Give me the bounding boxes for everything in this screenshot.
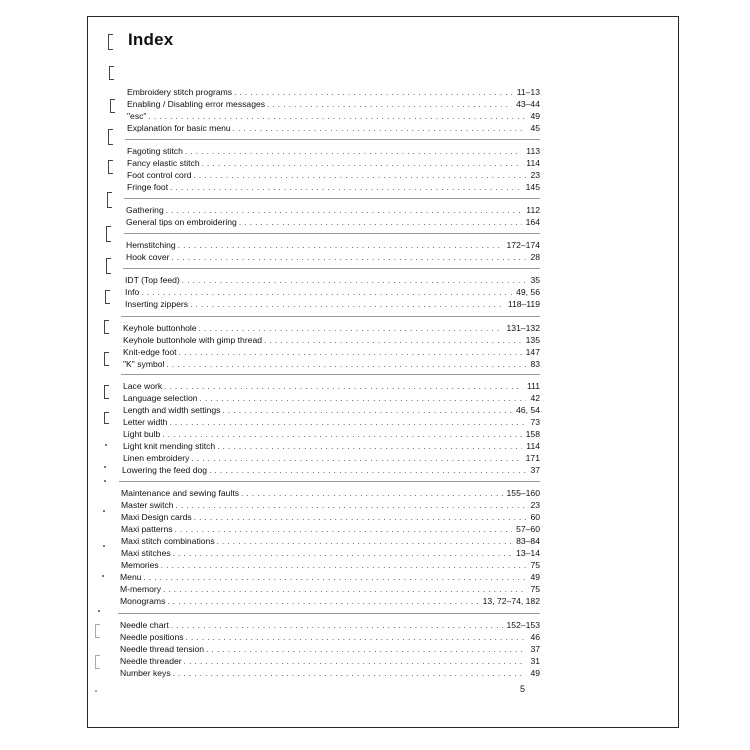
index-entry-page: 164 [525,217,540,227]
index-entry-page: 114 [526,441,540,451]
index-entry-page: 158 [525,429,540,439]
dot-leader [217,537,512,546]
section-divider [124,233,540,234]
index-entry-page: 37 [530,644,540,654]
index-entry-page: 13, 72–74, 182 [482,596,540,606]
index-entry-page: 45 [530,123,540,133]
dot-leader [169,418,526,427]
index-entry-page: 13–14 [516,548,540,558]
index-entry [127,122,540,133]
index-entry-label: Info [125,287,140,297]
index-entry [123,358,540,369]
index-entry-page: 49 [530,111,540,121]
dot-leader [206,645,526,654]
dot-leader [202,159,523,168]
index-entry [127,110,540,121]
index-entry-label: Length and width settings [123,405,221,415]
dot-leader [234,88,513,97]
index-entry-page: 42 [530,393,540,403]
dot-leader [267,100,512,109]
index-entry-label: Lowering the feed dog [122,465,208,475]
index-entry-page: 172–174 [506,240,540,250]
dot-leader [178,241,503,250]
index-entry-page: 112 [526,205,540,215]
index-entry-label: Needle thread tension [120,644,205,654]
index-entry-label: Hook cover [126,252,170,262]
index-entry-label: Hemstitching [126,240,176,250]
index-entry-label: Inserting zippers [125,299,189,309]
index-entry-label: IDT (Top feed) [125,275,180,285]
index-entry-page: 118–119 [507,299,540,309]
index-entry-page: 35 [530,275,540,285]
section-divider [121,374,540,375]
dot-leader [170,183,522,192]
index-entry [127,181,540,192]
dot-leader [217,442,522,451]
index-entry [125,274,540,285]
dot-leader [144,573,527,582]
index-entry-page: 171 [525,453,540,463]
index-entry-label: Needle threader [120,656,182,666]
dot-leader [179,348,522,357]
index-entry-page: 75 [530,560,540,570]
dot-leader [239,218,522,227]
index-entry-label: Maxi Design cards [121,512,192,522]
index-entry-page: 49, 56 [516,287,540,297]
index-entry-label: Memories [121,560,159,570]
index-entry [121,559,540,570]
dot-leader [163,585,526,594]
dot-leader [176,501,527,510]
index-entry [123,440,540,451]
index-entry-page: 83–84 [516,536,540,546]
index-entry-label: "esc" [127,111,147,121]
index-entry-page: 131–132 [506,323,540,333]
dot-leader [191,454,521,463]
index-entry-page: 28 [530,252,540,262]
dot-leader [173,549,512,558]
dot-leader [233,124,527,133]
index-entry-label: Menu [120,572,142,582]
dot-leader [148,112,526,121]
index-entry [123,322,540,333]
index-entry-label: Fringe foot [127,182,169,192]
index-entry-label: Fancy elastic stitch [127,158,200,168]
index-entry-label: Linen embroidery [123,453,190,463]
index-entry-page: 83 [530,359,540,369]
index-entry-page: 114 [526,158,540,168]
dot-leader [166,360,526,369]
index-entry [120,655,540,666]
index-entry-label: Language selection [123,393,198,403]
dot-leader [190,300,504,309]
index-entry-label: "K" symbol [123,359,165,369]
index-entry-label: Keyhole buttonhole [123,323,197,333]
index-entry [120,619,540,630]
dot-leader [171,253,526,262]
index-entry-label: Needle positions [120,632,184,642]
index-entry-page: 23 [530,170,540,180]
index-entry-page: 113 [526,146,540,156]
dot-leader [166,206,523,215]
index-entry-label: Light knit mending stitch [123,441,216,451]
index-entry-page: 73 [530,417,540,427]
index-entry-label: Light bulb [123,429,161,439]
index-entry [120,667,540,678]
index-entry-page: 49 [530,572,540,582]
section-divider [121,316,540,317]
dot-leader [173,669,527,678]
index-entry-page: 11–13 [516,87,540,97]
index-entry [120,643,540,654]
index-entry [123,334,540,345]
dot-leader [241,489,503,498]
index-entry [123,428,540,439]
index-entry-page: 49 [530,668,540,678]
index-entry-page: 23 [530,500,540,510]
dot-leader [161,561,527,570]
index-entry-page: 37 [530,465,540,475]
index-entry [125,298,540,309]
index-entry [123,392,540,403]
index-entry-label: Knit-edge foot [123,347,177,357]
index-entry-label: Needle chart [120,620,169,630]
index-entry-label: Foot control cord [127,170,192,180]
index-entry [126,251,540,262]
index-entry-label: Keyhole buttonhole with gimp thread [123,335,263,345]
index-entry [121,499,540,510]
index-entry-label: Maintenance and sewing faults [121,488,240,498]
section-divider [125,139,540,140]
index-entry-label: Fagoting stitch [127,146,183,156]
dot-leader [193,171,526,180]
dot-leader [175,525,513,534]
index-entry-page: 152–153 [506,620,540,630]
dot-leader [182,276,527,285]
index-entry-label: Number keys [120,668,171,678]
index-entry [123,404,540,415]
dot-leader [184,657,527,666]
dot-leader [171,621,503,630]
dot-leader [167,597,478,606]
index-entry [127,98,540,109]
index-entry [127,169,540,180]
index-entry-label: Maxi stitch combinations [121,536,215,546]
page-number: 5 [520,684,526,694]
index-entry [120,595,540,606]
index-entry-page: 145 [525,182,540,192]
index-entry [123,452,540,463]
dot-leader [141,288,512,297]
index-entry [123,416,540,427]
index-entry [121,511,540,522]
dot-leader [186,633,527,642]
index-entry-page: 46, 54 [516,405,540,415]
index-entry-page: 147 [525,347,540,357]
index-entry-label: Lace work [123,381,163,391]
index-entry [120,571,540,582]
index-entry [123,346,540,357]
dot-leader [222,406,512,415]
index-entry-label: Explanation for basic menu [127,123,231,133]
index-entry [121,487,540,498]
index-entry-label: M-memory [120,584,162,594]
index-entry-page: 43–44 [516,99,540,109]
index-entry-page: 75 [530,584,540,594]
page-title: Index [128,30,174,49]
index-entry [126,216,540,227]
index-entry [121,535,540,546]
index-entry-page: 60 [530,512,540,522]
index-entry-label: Enabling / Disabling error messages [127,99,266,109]
index-entry [121,547,540,558]
index-entry-label: Gathering [126,205,164,215]
index-entry-page: 31 [530,656,540,666]
dot-leader [162,430,521,439]
dot-leader [200,394,527,403]
index-entry-page: 57–60 [516,524,540,534]
index-entry [125,286,540,297]
index-entry [127,157,540,168]
index-entry-page: 135 [525,335,540,345]
index-entry-label: Maxi patterns [121,524,173,534]
index-entry [127,145,540,156]
dot-leader [164,382,523,391]
section-divider [124,198,540,199]
dot-leader [194,513,527,522]
dot-leader [185,147,522,156]
index-entry-page: 155–160 [506,488,540,498]
index-entry [121,523,540,534]
dot-leader [199,324,503,333]
section-divider [119,481,540,482]
index-entry-page: 111 [526,381,540,391]
dot-leader [264,336,522,345]
index-entry [127,86,540,97]
section-divider [118,613,540,614]
dot-leader [209,466,526,475]
index-entry-label: Master switch [121,500,174,510]
index-entry [120,583,540,594]
index-entry-label: Embroidery stitch programs [127,87,233,97]
index-entry-label: Maxi stitches [121,548,171,558]
index-entry-page: 46 [530,632,540,642]
index-entry-label: Monograms [120,596,166,606]
index-entry [126,204,540,215]
index-entry [120,631,540,642]
index-entry [123,380,540,391]
index-entry [122,464,540,475]
index-entry-label: General tips on embroidering [126,217,237,227]
index-entry [126,239,540,250]
index-entry-label: Letter width [123,417,168,427]
section-divider [123,268,540,269]
